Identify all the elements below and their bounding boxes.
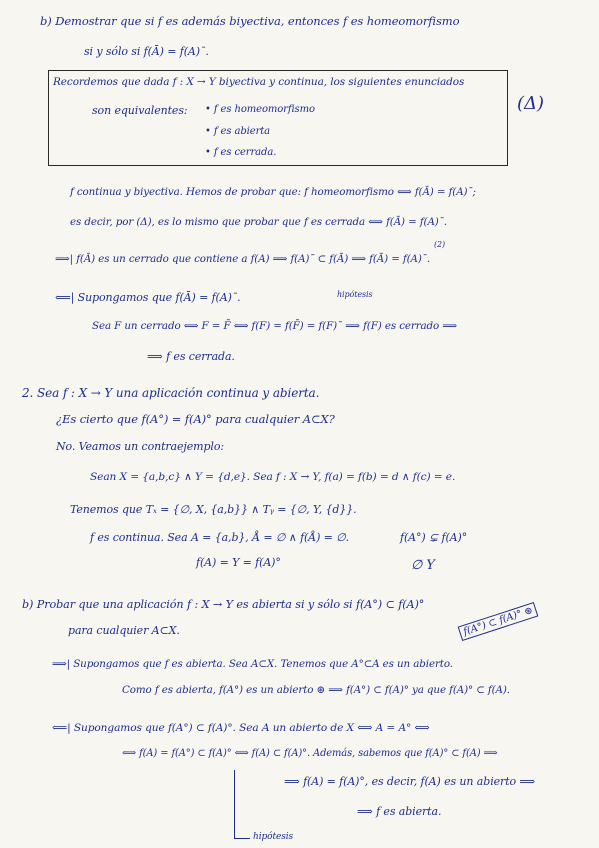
b2-backward-3: ⟹ f(A) = f(A)°, es decir, f(A) es un abierto ⟹: [284, 775, 536, 788]
counterexample-continuity: f es continua. Sea A = {a,b}, Å = ∅ ∧ f(Å) = ∅.: [90, 531, 350, 544]
box-line1: Recordemos que dada f : X → Y biyectiva y continua, los siguientes enunciados: [53, 76, 465, 88]
hypothesis-note-2: hipótesis: [253, 832, 294, 842]
counterexample-result: f(A°) ⊊ f(A)°: [400, 531, 468, 544]
counterexample-values: ∅ Y: [411, 558, 435, 573]
hypothesis-connector-end: [234, 838, 250, 839]
counterexample-topologies: Tenemos que Tₓ = {∅, X, {a,b}} ∧ Tᵧ = {∅, Y, {d}}.: [70, 503, 357, 516]
statement-b2: b) Probar que una aplicación f : X → Y es abierta si y sólo si f(A°) ⊂ f(A)°: [22, 598, 425, 611]
box-item1: • f es homeomorfismo: [205, 104, 315, 115]
box-item2: • f es abierta: [205, 126, 271, 137]
b2-backward-4: ⟹ f es abierta.: [357, 805, 442, 818]
statement-b-line2: si y sólo si f(Ā) = f(A)¯.: [84, 45, 209, 58]
proof-backward-3: ⟹ f es cerrada.: [147, 350, 235, 363]
b2-forward-1: ⟹| Supongamos que f es abierta. Sea A⊂X. Tenemos que A°⊂A es un abierto.: [52, 658, 453, 670]
proof-forward-note: (2): [434, 240, 446, 249]
question-2-answer: No. Veamos un contraejemplo:: [56, 440, 224, 453]
box-item3: • f es cerrada.: [205, 147, 277, 158]
box-line2: son equivalentes:: [92, 104, 188, 117]
counterexample-image: f(A) = Y = f(A)°: [196, 556, 281, 569]
hypothesis-note-1: hipótesis: [337, 290, 373, 299]
proof-backward-2: Sea F un cerrado ⟺ F = F̄ ⟺ f(F) = f(F̄) = f(F)¯ ⟹ f(F) es cerrado ⟹: [92, 320, 457, 332]
counterexample-sets: Sean X = {a,b,c} ∧ Y = {d,e}. Sea f : X → Y, f(a) = f(b) = d ∧ f(c) = e.: [90, 471, 456, 483]
b2-forward-2: Como f es abierta, f(A°) es un abierto ⊛ ⟹ f(A°) ⊂ f(A)° ya que f(A)° ⊂ f(A).: [122, 684, 510, 696]
b2-backward-2: ⟺ f(A) = f(A°) ⊂ f(A)° ⟺ f(A) ⊂ f(A)°. Además, sabemos que f(A)° ⊂ f(A) ⟹: [122, 748, 498, 759]
delta-label: (Δ): [517, 93, 545, 114]
hypothesis-connector: [234, 770, 235, 838]
statement-b-line1: b) Demostrar que si f es además biyectiva, entonces f es homeomorfismo: [40, 14, 460, 28]
proof-backward: ⟸| Supongamos que f(Ā) = f(A)¯.: [55, 291, 241, 304]
statement-b2-line2: para cualquier A⊂X.: [68, 624, 180, 637]
proof-line2: es decir, por (Δ), es lo mismo que probar que f es cerrada ⟺ f(Ā) = f(A)¯.: [70, 216, 447, 228]
b2-backward-1: ⟸| Supongamos que f(A°) ⊂ f(A)°. Sea A un abierto de X ⟺ A = A° ⟺: [52, 722, 430, 734]
question-2-ask: ¿Es cierto que f(A°) = f(A)° para cualquier A⊂X?: [56, 412, 335, 426]
proof-line1: f continua y biyectiva. Hemos de probar que: f homeomorfismo ⟺ f(Ā) = f(A)¯;: [70, 186, 476, 198]
boxed-star-formula: f(A°) ⊂ f(A)° ⊛: [458, 602, 539, 641]
proof-forward: ⟹| f(Ā) es un cerrado que contiene a f(A) ⟹ f(A)¯ ⊂ f(Ā) ⟹ f(Ā) = f(A)¯.: [55, 253, 431, 265]
question-2: 2. Sea f : X → Y una aplicación continua y abierta.: [22, 386, 320, 400]
